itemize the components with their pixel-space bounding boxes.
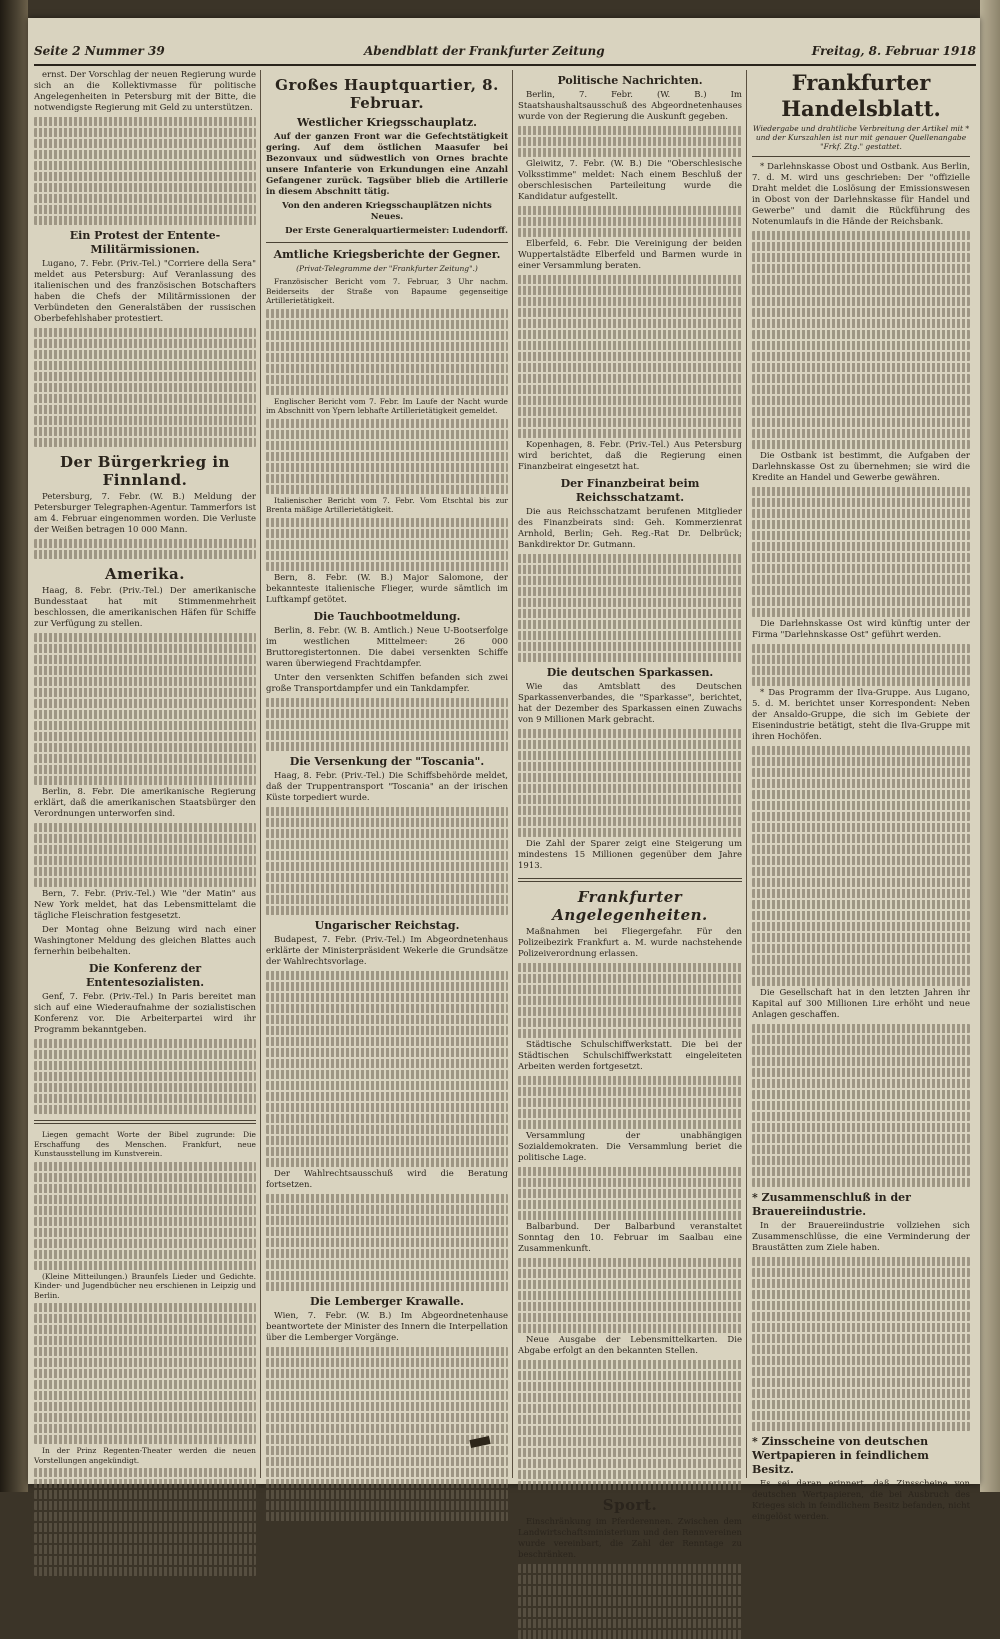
headline-sport: Sport. [602, 1496, 658, 1514]
article-paragraph: Italienischer Bericht vom 7. Febr. Vom Etschtal bis zur Brenta mäßige Artillerietätigkeit. [266, 495, 508, 514]
article-paragraph: Städtische Schulschiffwerkstatt. Die bei der Städtischen Schulschiffwerkstatt eingeleiteten Arbeiten werden fortgesetzt. [518, 1040, 742, 1072]
headline-zinsscheine: * Zinsscheine von deutschen Wertpapieren in feindlichem Besitz. [752, 1435, 929, 1476]
headline-amerika: Amerika. [105, 565, 185, 583]
headline-finnland: Der Bürgerkrieg in Finnland. [60, 453, 230, 489]
article-paragraph: Lugano, 7. Febr. (Priv.-Tel.) "Corriere della Sera" meldet aus Petersburg: Auf Veranlassung des italienischen und des französischen Botschafters haben die Chefs der Militärmissionen der Verbündeten den Generalstäben der russischen Oberbefehlshaber protestiert. [34, 259, 256, 324]
article-paragraph: Wien, 7. Febr. (W. B.) Im Abgeordnetenhause beantwortete der Minister des Innern die Interpellation über die Lemberger Vorgänge. [266, 1310, 508, 1343]
article-paragraph: Die Zahl der Sparer zeigt eine Steigerung um mindestens 15 Millionen gegenüber dem Jahre 1913. [518, 839, 742, 871]
article-paragraph: Versammlung der unabhängigen Sozialdemokraten. Die Versammlung beriet die politische Lage. [518, 1131, 742, 1163]
article-paragraph: Kopenhagen, 8. Febr. (Priv.-Tel.) Aus Petersburg wird berichtet, daß die Regierung einen Finanzbeirat eingesetzt hat. [518, 440, 742, 472]
article-paragraph: Maßnahmen bei Fliegergefahr. Für den Polizeibezirk Frankfurt a. M. wurde nachstehende Polizeiverordnung erlassen. [518, 927, 742, 959]
article-paragraph: Elberfeld, 6. Febr. Die Vereinigung der beiden Wuppertalstädte Elberfeld und Barmen wurde in einer Versammlung beraten. [518, 239, 742, 271]
headline-sparkassen: Die deutschen Sparkassen. [546, 666, 714, 679]
article-signature: Der Erste Generalquartiermeister: Ludendorff. [285, 226, 508, 236]
headline-konferenz: Die Konferenz der Ententesozialisten. [85, 962, 205, 989]
feuilleton-paragraph: Liegen gemacht Worte der Bibel zugrunde: Die Erschaffung des Menschen. Frankfurt, neue Kunstausstellung im Kunstverein. [34, 1130, 256, 1158]
headline-toscania: Die Versenkung der "Toscania". [289, 754, 485, 768]
article-paragraph: Von den anderen Kriegsschauplätzen nichts Neues. [282, 201, 492, 222]
article-paragraph: * Das Programm der Ilva-Gruppe. Aus Lugano, 5. d. M. berichtet unser Korrespondent: Neben der Ansaldo-Gruppe, die sich im Gebiete der Eisenindustrie betätigt, steht die Ilva-Gruppe mit ihren Hochöfen. [752, 688, 970, 742]
subhead-west: Westlicher Kriegsschauplatz. [297, 116, 477, 129]
article-paragraph: Einschränkung im Pferderennen. Zwischen dem Landwirtschaftsministerium und den Rennvereinen wurde vereinbart, die Zahl der Renntage zu beschränken. [518, 1517, 742, 1560]
article-paragraph: * Darlehnskasse Obost und Ostbank. Aus Berlin, 7. d. M. wird uns geschrieben: Der "offizielle Draht meldet die Loslösung der Emissionswesen in Obost von der Darlehnskasse für Handel und Gewerbe" und damit die Rückführung des Notenumlaufs in die Hände der Reichsbank. [752, 162, 970, 227]
header-page-number: Seite 2 Nummer 39 [34, 44, 165, 58]
article-paragraph: Budapest, 7. Febr. (Priv.-Tel.) Im Abgeordnetenhaus erklärte der Ministerpräsident Wekerle die Grundsätze der Wahlrechtsvorlage. [266, 934, 508, 967]
article-paragraph: Wie das Amtsblatt des Deutschen Sparkassenverbandes, die "Sparkasse", berichtet, hat der Dezember des Sparkassen einen Zuwachs von 9 Millionen Mark gebracht. [518, 682, 742, 725]
column-2 [266, 70, 508, 1478]
article-paragraph: Haag, 8. Febr. (Priv.-Tel.) Der amerikanische Bundesstaat hat mit Stimmenmehrheit beschlossen, die amerikanischen Häfen für Schiffe zur Verfügung zu stellen. [34, 586, 256, 629]
article-paragraph: Die Darlehnskasse Ost wird künftig unter der Firma "Darlehnskasse Ost" geführt werden. [752, 619, 970, 640]
article-paragraph: Haag, 8. Febr. (Priv.-Tel.) Die Schiffsbehörde meldet, daß der Truppentransport "Toscania" an der irischen Küste torpediert wurde. [266, 770, 508, 803]
article-paragraph: Berlin, 8. Febr. Die amerikanische Regierung erklärt, daß die amerikanischen Staatsbürger den Verordnungen unterworfen sind. [34, 787, 256, 819]
headline-politik: Politische Nachrichten. [557, 74, 703, 87]
header-date: Freitag, 8. Februar 1918 [811, 44, 976, 58]
feuilleton-paragraph: In der Prinz Regenten-Theater werden die neuen Vorstellungen angekündigt. [34, 1446, 256, 1465]
headline-hauptquartier: Großes Hauptquartier, 8. Februar. [275, 76, 499, 112]
header-masthead: Abendblatt der Frankfurter Zeitung [364, 44, 605, 58]
page-header [34, 42, 976, 66]
book-binding [0, 0, 28, 1492]
article-paragraph: Der Wahlrechtsausschuß wird die Beratung fortsetzen. [266, 1168, 508, 1190]
article-paragraph: Neue Ausgabe der Lebensmittelkarten. Die Abgabe erfolgt an den bekannten Stellen. [518, 1335, 742, 1356]
column-rule-2 [512, 70, 513, 1478]
headline-lemberg: Die Lemberger Krawalle. [310, 1294, 464, 1308]
article-paragraph: Die Ostbank ist bestimmt, die Aufgaben der Darlehnskasse Ost zu übernehmen; sie wird die Kredite an Handel und Gewerbe gewähren. [752, 451, 970, 483]
column-rule-3 [746, 70, 747, 1478]
article-paragraph: Unter den versenkten Schiffen befanden sich zwei große Transportdampfer und ein Tankdampfer. [266, 672, 508, 694]
column-3 [518, 70, 742, 1560]
headline-protest: Ein Protest der Entente-Militärmissionen. [69, 229, 221, 256]
article-paragraph: Englischer Bericht vom 7. Febr. Im Laufe der Nacht wurde im Abschnitt von Ypern lebhafte Artillerietätigkeit gemeldet. [266, 396, 508, 415]
article-paragraph: Petersburg, 7. Febr. (W. B.) Meldung der Petersburger Telegraphen-Agentur. Tammerfors ist am 4. Februar eingenommen worden. Die Verluste der Weißen betragen 10 000 Mann. [34, 492, 256, 535]
article-paragraph: In der Brauereiindustrie vollziehen sich Zusammenschlüsse, die eine Verminderung der Braustätten zum Ziele haben. [752, 1221, 970, 1253]
headline-handelsblatt: Frankfurter Handelsblatt. [781, 70, 941, 121]
article-paragraph: Es sei daran erinnert, daß Zinsscheine von deutschen Wertpapieren, die bei Ausbruch des Krieges sich in feindlichem Besitz befanden, nicht eingelöst werden. [752, 1479, 970, 1522]
article-paragraph: Bern, 8. Febr. (W. B.) Major Salomone, der bekannteste italienische Flieger, wurde sämtlich im Luftkampf getötet. [266, 572, 508, 605]
column-4 [752, 70, 970, 1522]
article-paragraph: Der Montag ohne Beizung wird nach einer Washingtoner Meldung des gleichen Blattes auch fernerhin beibehalten. [34, 925, 256, 957]
headline-finanzbeirat: Der Finanzbeirat beim Reichsschatzamt. [560, 477, 700, 504]
headline-frankfurter-angelegenheiten: Frankfurter Angelegenheiten. [552, 888, 708, 924]
headline-brauerei: * Zusammenschluß in der Brauereiindustrie. [752, 1191, 911, 1218]
article-paragraph: Auf der ganzen Front war die Gefechtstätigkeit gering. Auf dem östlichen Maasufer bei Bezonvaux und südwestlich von Ornes brachte unsere Infanterie von Erkundungen eine Anzahl Gefangener zurück. Tagsüber blieb die Artillerie in diesem Abschnitt tätig. [266, 132, 508, 197]
article-paragraph: Die aus Reichsschatzamt berufenen Mitglieder des Finanzbeirats sind: Geh. Kommerzienrat Arnhold, Berlin; Geh. Reg.-Rat Dr. Delbrück; Bankdirektor Dr. Gutmann. [518, 507, 742, 550]
subhead-gegner: (Privat-Telegramme der "Frankfurter Zeitung".) [296, 264, 478, 273]
article-paragraph: Gleiwitz, 7. Febr. (W. B.) Die "Oberschlesische Volksstimme" meldet: Nach einem Beschluß der oberschlesischen Parteileitung wurde die Kandidatur aufgestellt. [518, 159, 742, 202]
article-paragraph: Balbarbund. Der Balbarbund veranstaltet Sonntag den 10. Februar im Saalbau eine Zusammenkunft. [518, 1222, 742, 1254]
article-paragraph: Die Gesellschaft hat in den letzten Jahren ihr Kapital auf 300 Millionen Lire erhöht und neue Anlagen geschaffen. [752, 988, 970, 1020]
article-paragraph: Bern, 7. Febr. (Priv.-Tel.) Wie "der Matin" aus New York meldet, hat das Lebensmittelamt die tägliche Fleischration festgesetzt. [34, 889, 256, 921]
article-paragraph: ernst. Der Vorschlag der neuen Regierung wurde sich an die Kollektivmasse für politische Angelegenheiten in Petersburg mit der Bitte, die notwendigste Regierung mit Geld zu unterstützen. [34, 70, 256, 113]
page-edge [980, 0, 1000, 1492]
article-paragraph: Berlin, 7. Febr. (W. B.) Im Staatshaushaltsausschuß des Abgeordnetenhauses wurde von der Regierung die Auskunft gegeben. [518, 90, 742, 122]
headline-tauchboot: Die Tauchbootmeldung. [313, 609, 461, 623]
feuilleton-paragraph: (Kleine Mitteilungen.) Braunfels Lieder und Gedichte. Kinder- und Jugendbücher neu erschienen in Leipzig und Berlin. [34, 1271, 256, 1300]
article-paragraph: Genf, 7. Febr. (Priv.-Tel.) In Paris bereitet man sich auf eine Wiederaufnahme der sozialistischen Konferenz vor. Die Arbeiterpartei wird ihr Programm bekanntgeben. [34, 992, 256, 1035]
article-paragraph: Berlin, 8. Febr. (W. B. Amtlich.) Neue U-Bootserfolge im westlichen Mittelmeer: 26 000 Bruttoregistertonnen. Die dabei versenkten Schiffe waren überwiegend Frachtdampfer. [266, 625, 508, 669]
headline-reichstag: Ungarischer Reichstag. [314, 918, 460, 932]
column-rule-1 [260, 70, 261, 1478]
article-paragraph: Französischer Bericht vom 7. Februar, 3 Uhr nachm. Beiderseits der Straße von Bapaume gegenseitige Artillerietätigkeit. [266, 277, 508, 305]
headline-gegner: Amtliche Kriegsberichte der Gegner. [273, 248, 501, 261]
column-1 [34, 70, 256, 1478]
subhead-handelsblatt: Wiedergabe und drahtliche Verbreitung der Artikel mit * und der Kurszahlen ist nur mit genauer Quellenangabe "Frkf. Ztg." gestattet. [752, 124, 970, 151]
